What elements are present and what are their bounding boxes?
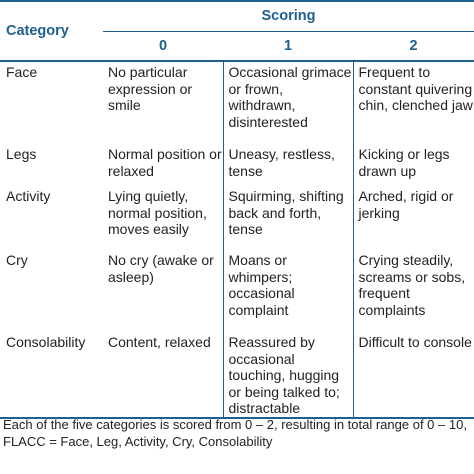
score-1-cell: Squirming, shifting back and forth, tense (223, 186, 353, 250)
score-1-cell: Moans or whimpers; occasional complaint (223, 250, 353, 332)
score-0-cell: No cry (awake or asleep) (108, 252, 214, 285)
score-2-cell: Kicking or legs drawn up (358, 146, 450, 179)
scoring-header-label: Scoring (103, 2, 474, 32)
score-1-cell: Occasional grimace or frown, withdrawn, disinterested (223, 61, 353, 144)
table-row-face (0, 61, 474, 144)
score-2-cell: Arched, rigid or jerking (358, 188, 454, 221)
score-0-cell: Content, relaxed (103, 332, 223, 418)
score-2-header: 2 (353, 32, 474, 61)
table-row-consolability (0, 332, 474, 418)
score-2-cell: Crying steadily, screams or sobs, frequent complaints (358, 252, 466, 318)
score-1-cell: Uneasy, restless, tense (223, 144, 353, 186)
category-column-header: Category (0, 1, 103, 61)
scoring-header (103, 1, 474, 32)
table-footnote: Each of the five categories is scored from 0 – 2, resulting in total range of 0 – 10, FLACC = Face, Leg, Activity, Cry, Consolability (3, 417, 467, 449)
row-category: Cry (6, 252, 28, 268)
score-2-cell: Difficult to console (353, 332, 474, 418)
table-row-cry (0, 250, 474, 332)
table-row-activity (0, 186, 474, 250)
row-category: Legs (6, 146, 37, 162)
score-0-cell: Normal position or relaxed (108, 146, 222, 179)
row-category: Activity (6, 188, 51, 204)
score-0-cell: No particular expression or smile (108, 64, 193, 113)
score-0-cell: Lying quietly, normal position, moves easily (108, 188, 207, 237)
row-category: Consolability (0, 332, 103, 418)
score-1-cell: Reassured by occasional touching, hugging or being talked to; distractable (223, 332, 353, 418)
score-1-header: 1 (223, 32, 353, 61)
score-0-header: 0 (103, 32, 223, 61)
row-category: Face (6, 64, 38, 80)
score-2-cell: Frequent to constant quivering chin, clenched jaw (358, 64, 473, 113)
table-row-legs (0, 144, 474, 186)
